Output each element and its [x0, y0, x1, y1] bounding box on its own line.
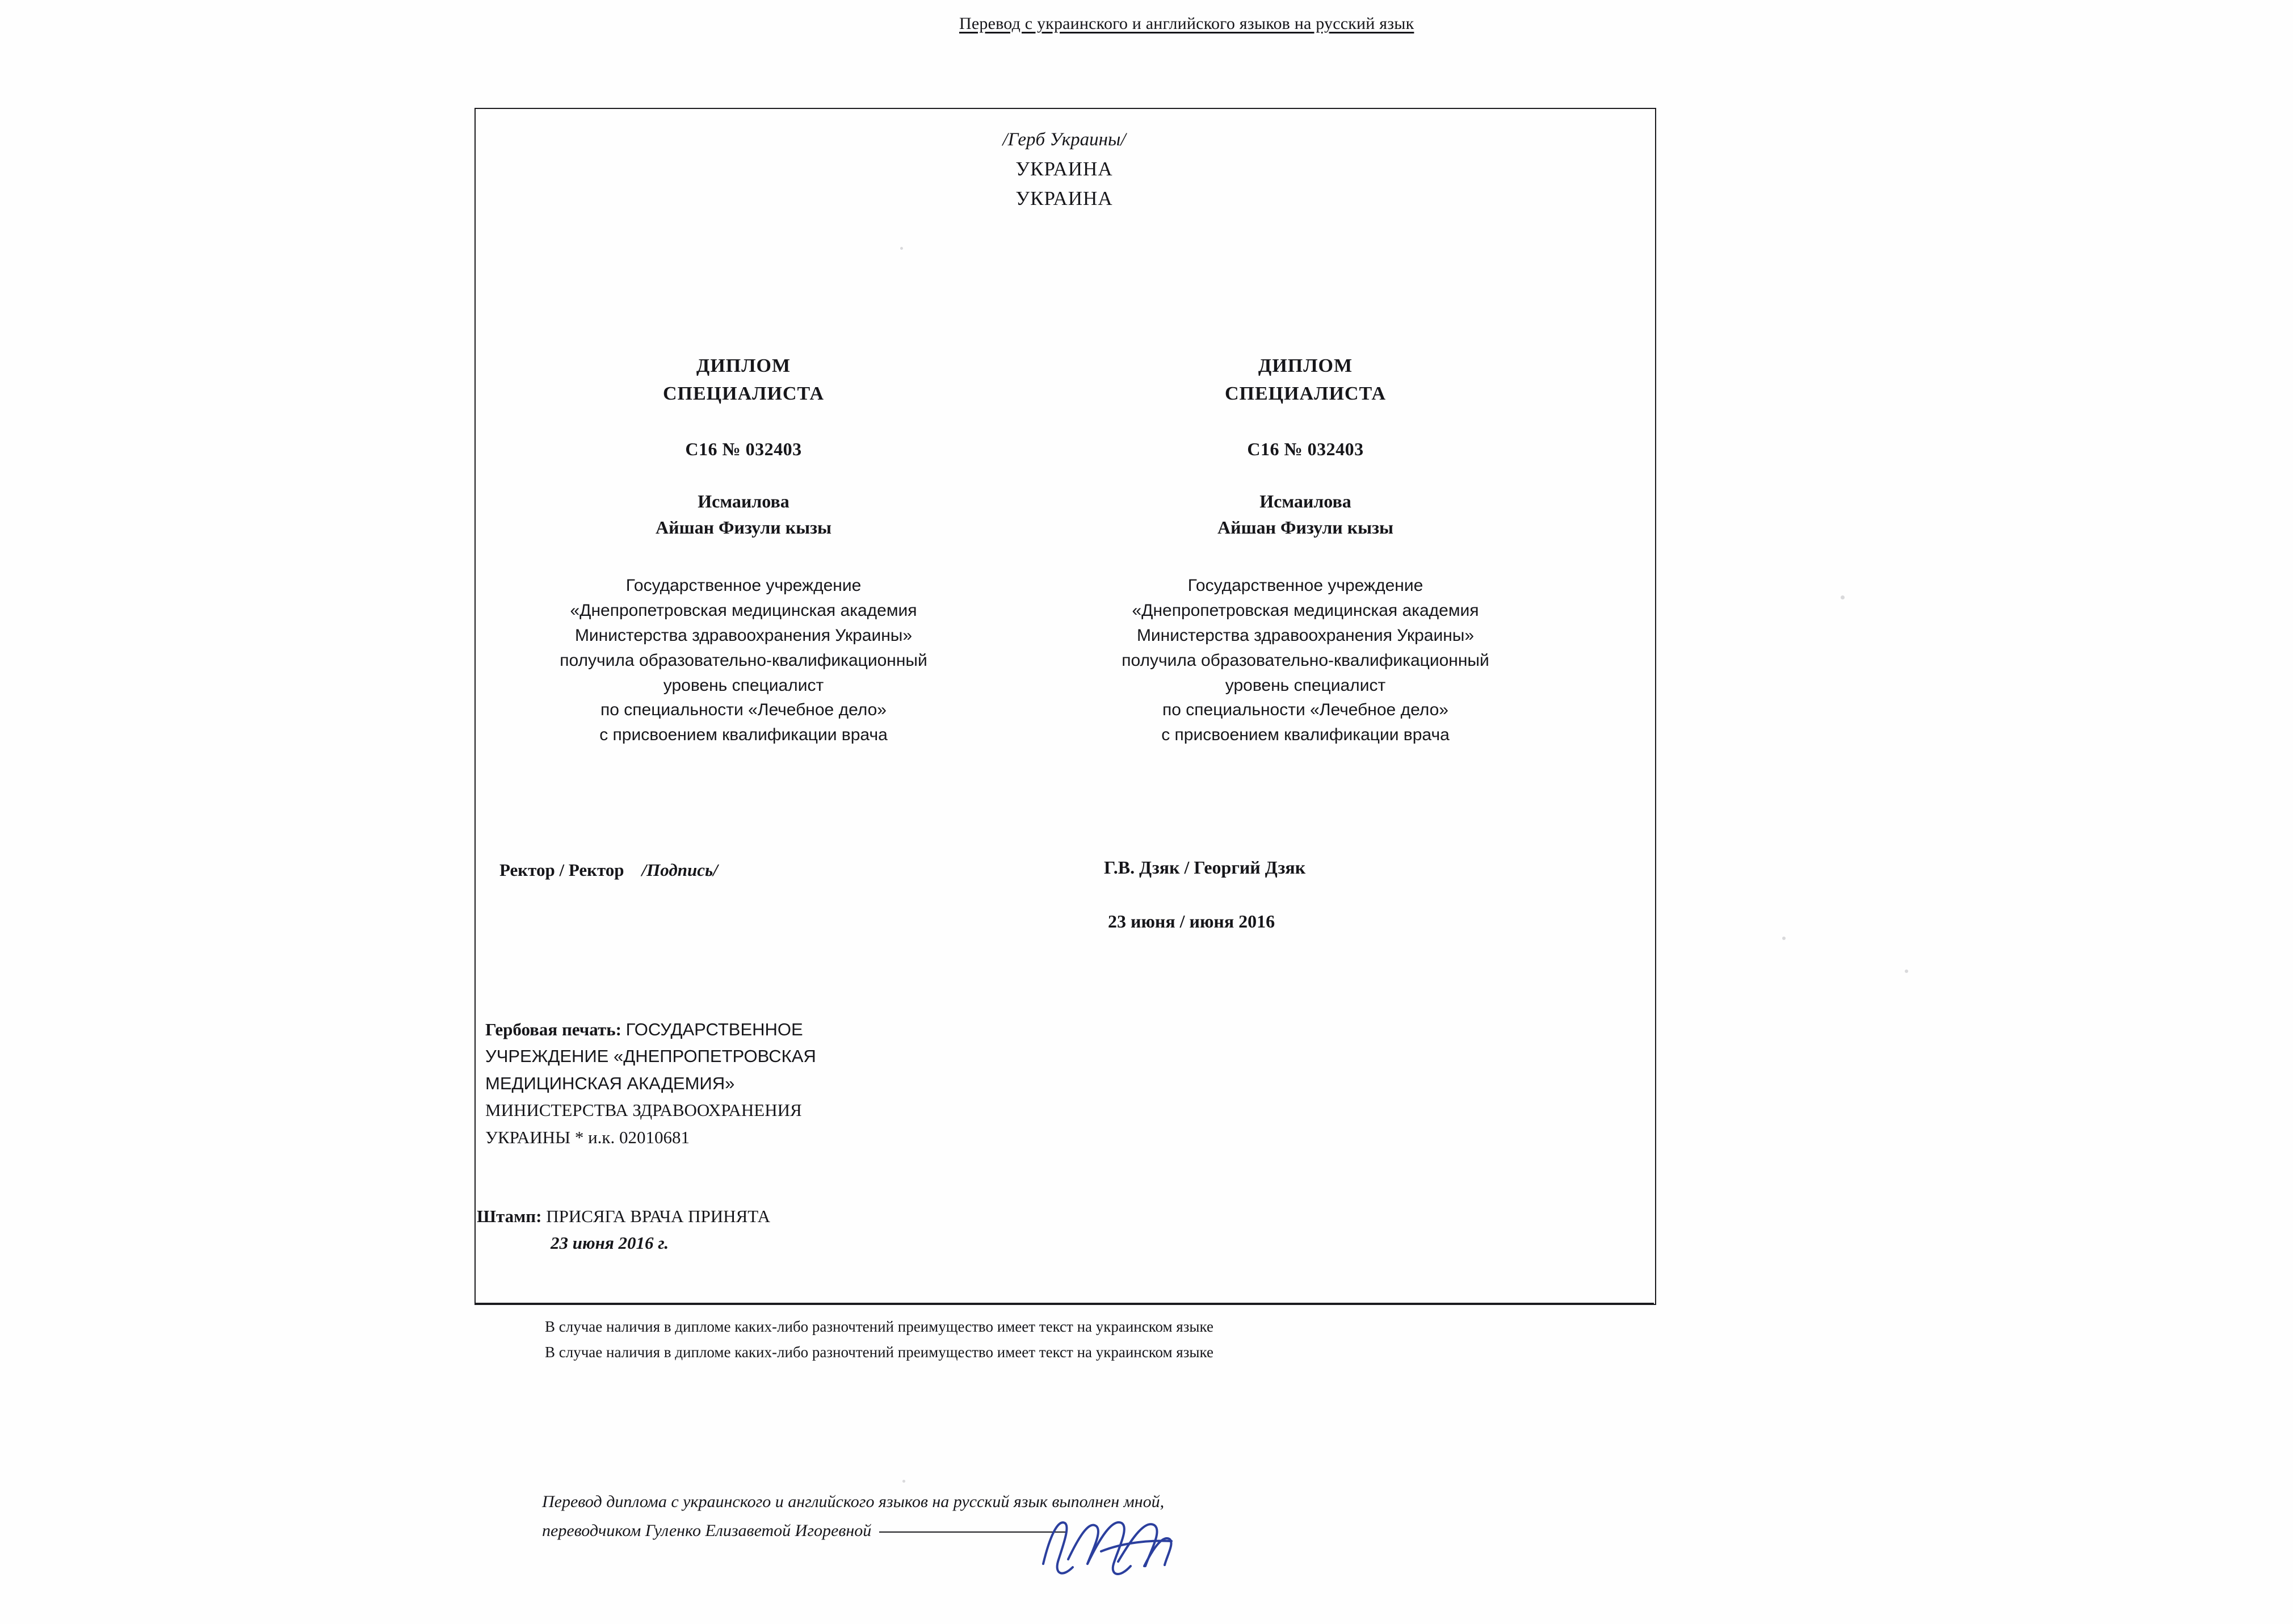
diploma-body-left-line: Государственное учреждение — [625, 576, 862, 595]
holder-surname-right: Исмаилова — [1259, 490, 1351, 511]
rector-name: Г.В. Дзяк / Георгий Дзяк — [1104, 857, 1306, 878]
diploma-body-right-line: «Днепропетровская медицинская академия — [1132, 601, 1479, 620]
stamp-description — [477, 1203, 1158, 1256]
holder-given-name-left: Айшан Физули кызы — [656, 517, 831, 538]
diploma-title-left-line2: СПЕЦИАЛИСТА — [663, 383, 824, 405]
signature-rule — [879, 1531, 1066, 1533]
diploma-body-left-line: «Днепропетровская медицинская академия — [570, 601, 917, 620]
translator-line-2: переводчиком Гуленко Елизаветой Игоревной — [542, 1521, 872, 1540]
holder-surname-left: Исмаилова — [698, 490, 789, 511]
rector-date: 23 июня / июня 2016 — [1108, 911, 1275, 931]
seal-line-5: УКРАИНЫ * и.к. 02010681 — [485, 1127, 690, 1147]
holder-name-right — [1050, 488, 1561, 541]
diploma-body-right-line: получила образовательно-квалификационный — [1122, 651, 1489, 670]
seal-label: Гербовая печать: — [485, 1019, 621, 1039]
rector-signature-note: /Подпись/ — [641, 860, 718, 880]
diploma-body-left-line: Министерства здравоохранения Украины» — [574, 626, 913, 645]
diploma-title-left-line1: ДИПЛОМ — [696, 355, 791, 376]
seal-line-2: УЧРЕЖДЕНИЕ «ДНЕПРОПЕТРОВСКАЯ — [485, 1046, 816, 1067]
seal-line-1: ГОСУДАРСТВЕННОЕ — [625, 1019, 803, 1039]
diploma-column-right — [1050, 352, 1561, 748]
diploma-frame-bottom-rule — [474, 1303, 1654, 1304]
diploma-body-left-line: уровень специалист — [663, 675, 824, 695]
diploma-body-right-line: с присвоением квалификации врача — [1161, 725, 1450, 745]
seal-line-3: МЕДИЦИНСКАЯ АКАДЕМИЯ» — [485, 1073, 735, 1093]
seal-line-4: МИНИСТЕРСТВА ЗДРАВООХРАНЕНИЯ — [485, 1100, 802, 1121]
scan-speckle — [1841, 595, 1845, 599]
diploma-title-right-line2: СПЕЦИАЛИСТА — [1225, 383, 1386, 405]
diploma-body-right-line: Министерства здравоохранения Украины» — [1136, 626, 1475, 645]
country-line-1: УКРАИНА — [1015, 157, 1113, 180]
rector-label: Ректор / Ректор — [499, 860, 624, 880]
emblem-block — [474, 126, 1654, 214]
scan-speckle — [1782, 937, 1786, 940]
diploma-body-right-line: Государственное учреждение — [1187, 576, 1423, 595]
diploma-body-left-line: по специальности «Лечебное дело» — [600, 700, 887, 720]
diploma-number-right: С16 № 032403 — [1247, 438, 1364, 459]
diploma-body-left — [499, 573, 988, 748]
footnote-line-2: В случае наличия в дипломе каких-либо разночтений преимущество имеет текст на украинском языке — [545, 1343, 1213, 1361]
seal-description — [485, 1016, 1110, 1151]
stamp-date: 23 июня 2016 г. — [551, 1232, 669, 1253]
scan-speckle — [902, 1480, 905, 1483]
stamp-label: Штамп: — [477, 1206, 542, 1226]
diploma-title-right-line1: ДИПЛОМ — [1258, 355, 1353, 376]
scan-speckle — [1905, 970, 1908, 973]
diploma-column-left — [499, 352, 988, 748]
coat-of-arms-note: /Герб Украины/ — [1002, 129, 1126, 150]
diploma-title-right — [1050, 352, 1561, 408]
translator-certification — [542, 1487, 1791, 1545]
diploma-number-left: С16 № 032403 — [685, 438, 802, 459]
stamp-text: ПРИСЯГА ВРАЧА ПРИНЯТА — [546, 1206, 771, 1226]
rector-signature-line — [499, 860, 718, 880]
translator-line-1: Перевод диплома с украинского и английского языков на русский язык выполнен мной, — [542, 1492, 1165, 1511]
translator-line-2-wrapper — [542, 1516, 1791, 1545]
diploma-body-right — [1050, 573, 1561, 748]
diploma-body-right-line: по специальности «Лечебное дело» — [1162, 700, 1448, 720]
diploma-body-left-line: с присвоением квалификации врача — [599, 725, 888, 745]
country-line-2: УКРАИНА — [1015, 187, 1113, 209]
holder-given-name-right: Айшан Физули кызы — [1217, 517, 1393, 538]
footnote-line-1: В случае наличия в дипломе каких-либо разночтений преимущество имеет текст на украинском языке — [545, 1318, 1213, 1335]
holder-name-left — [499, 488, 988, 541]
translation-header-note: Перевод с украинского и английского языков на русский язык — [959, 14, 1414, 33]
diploma-body-right-line: уровень специалист — [1225, 675, 1386, 695]
diploma-body-left-line: получила образовательно-квалификационный — [560, 651, 927, 670]
diploma-title-left — [499, 352, 988, 408]
footnotes — [545, 1314, 1680, 1365]
